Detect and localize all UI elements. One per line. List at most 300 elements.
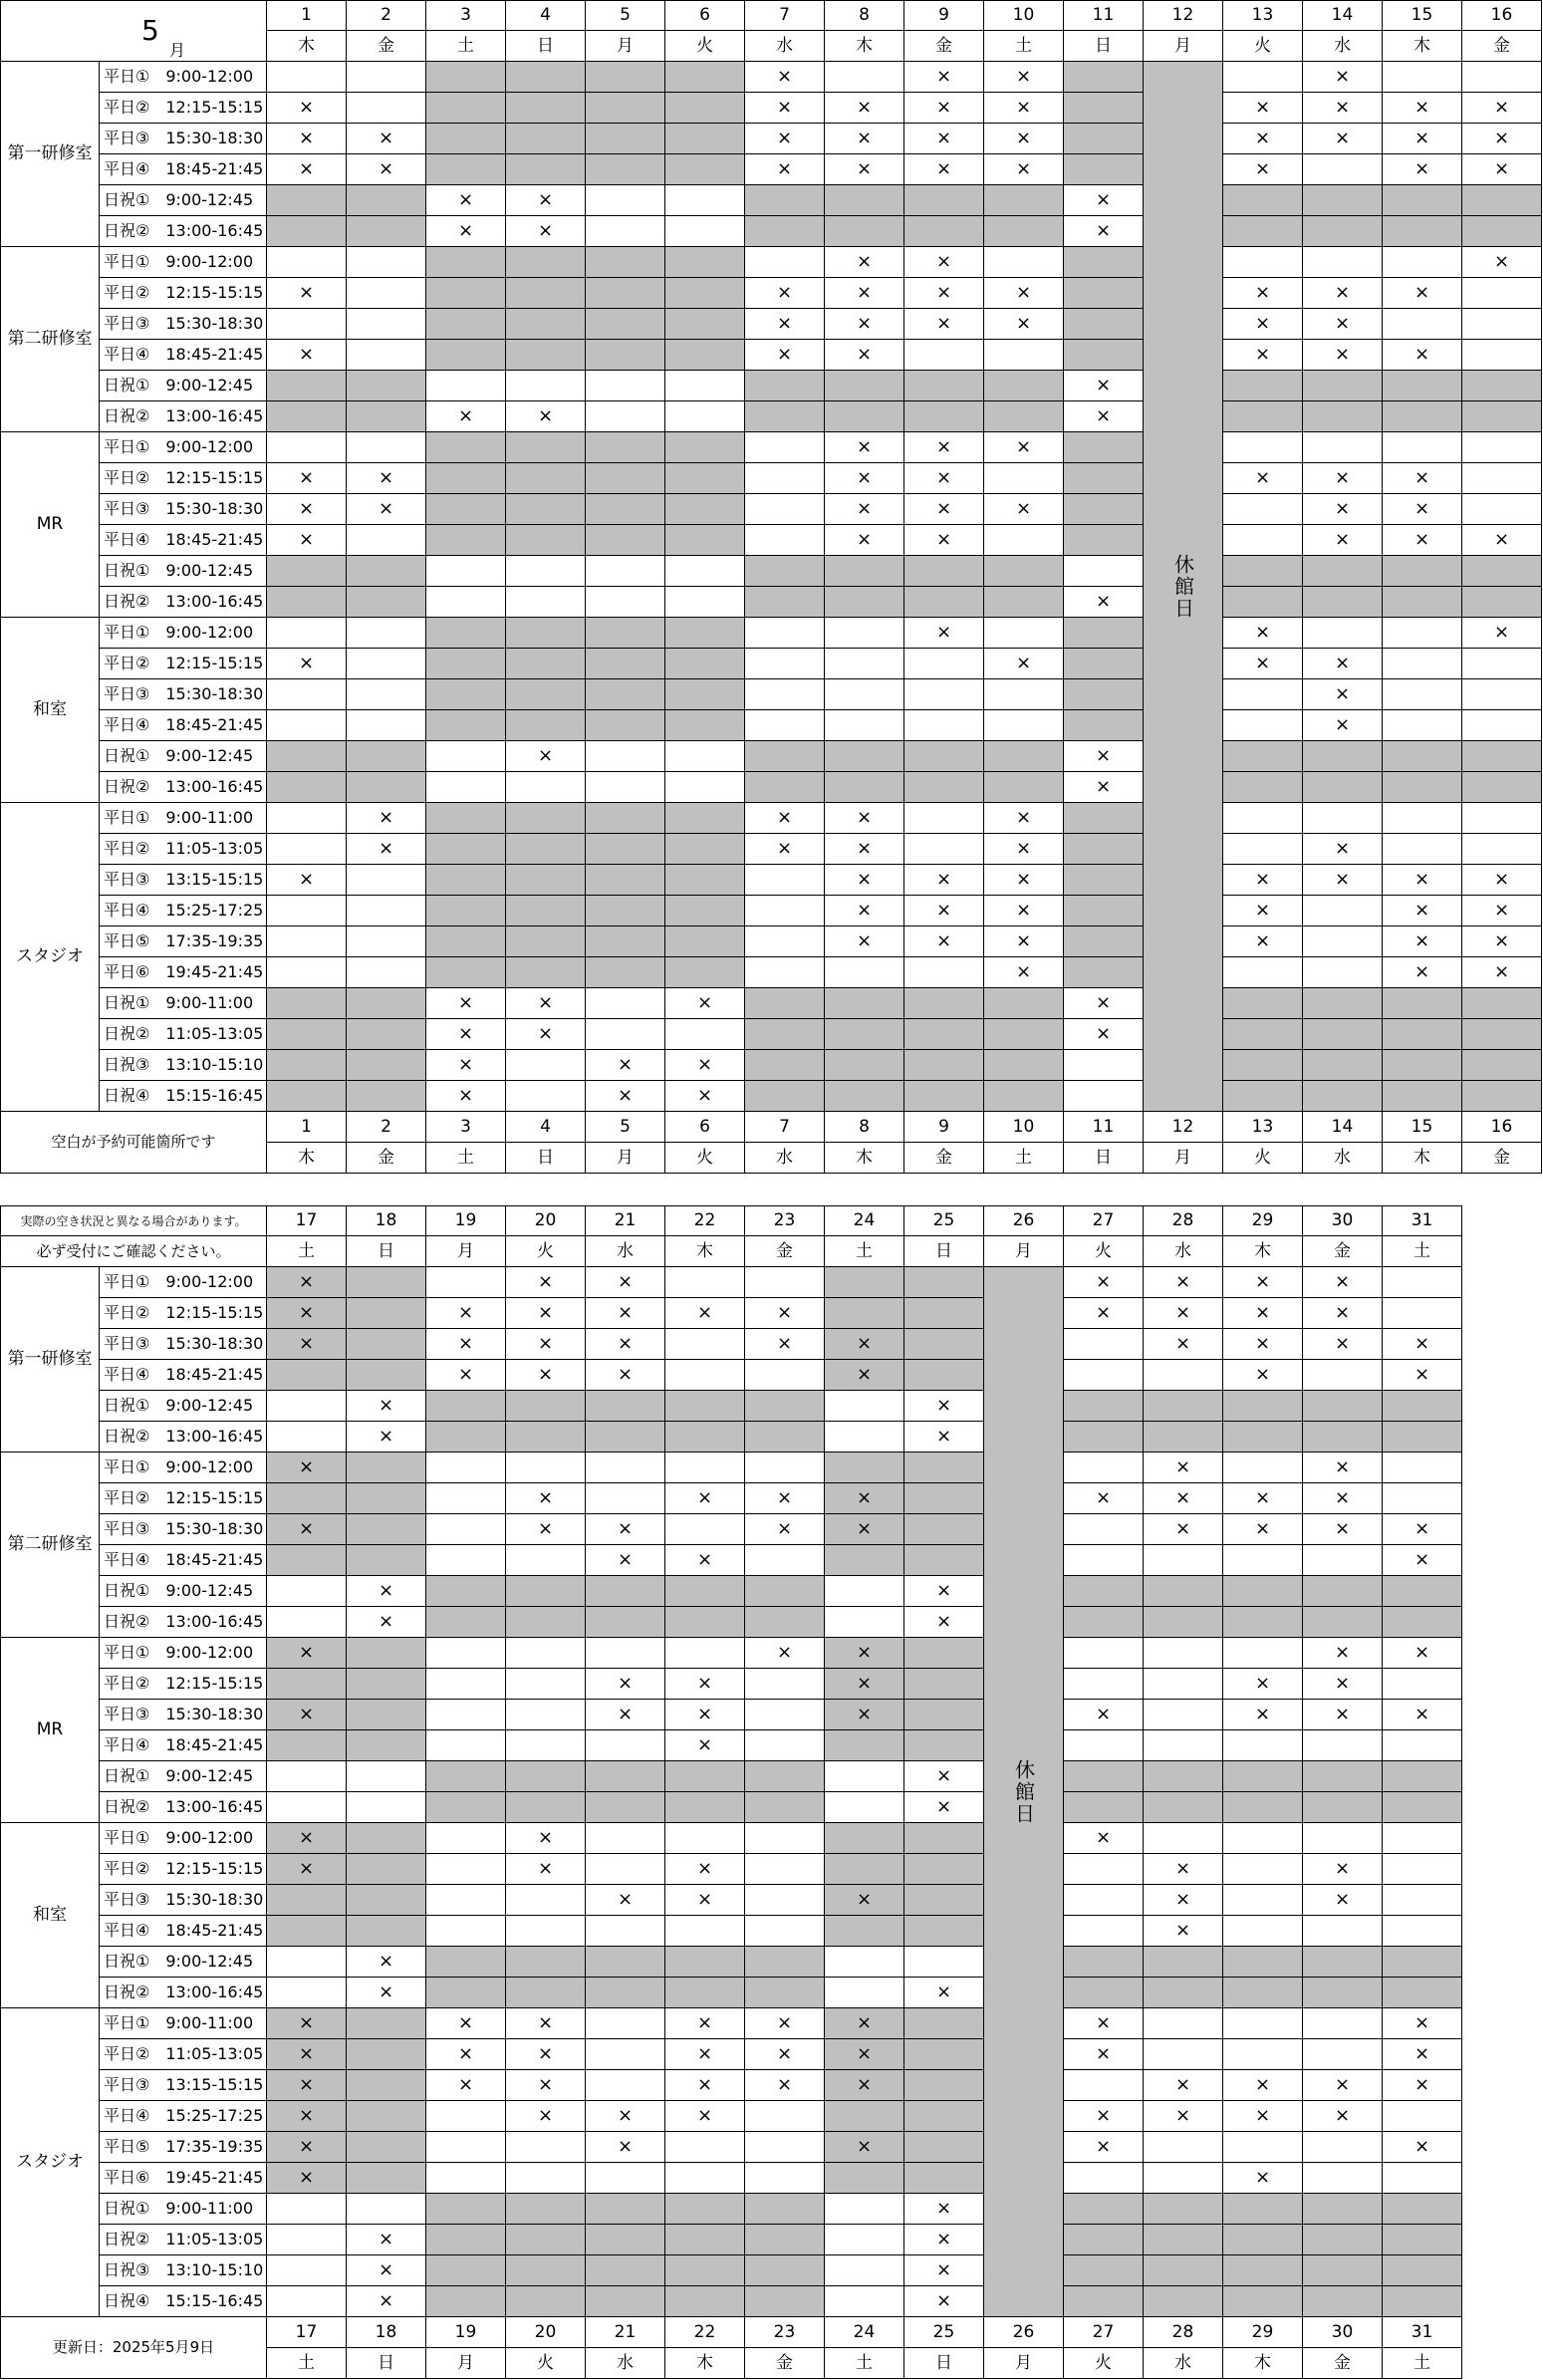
- reserved-mark: ×: [1064, 1298, 1144, 1329]
- availability-cell: [1462, 401, 1542, 432]
- availability-cell: [1064, 1422, 1144, 1453]
- availability-cell: [1462, 1081, 1542, 1112]
- weekday-label: 日: [904, 1236, 984, 1267]
- availability-cell: [1462, 772, 1542, 803]
- day-number: 6: [665, 1112, 745, 1143]
- day-number: 28: [1144, 1205, 1223, 1236]
- weekday-label: 火: [1223, 31, 1303, 62]
- availability-cell: [426, 1483, 506, 1514]
- availability-cell: [1303, 1730, 1383, 1761]
- slot-label: 平日② 12:15-15:15: [100, 278, 267, 309]
- availability-cell: [347, 710, 426, 741]
- reserved-mark: ×: [745, 124, 825, 154]
- availability-cell: [665, 216, 745, 247]
- reserved-mark: ×: [1064, 772, 1144, 803]
- availability-cell: [1462, 834, 1542, 865]
- slot-label: 平日② 12:15-15:15: [100, 649, 267, 679]
- availability-cell: [267, 834, 347, 865]
- reserved-mark: ×: [904, 278, 984, 309]
- availability-cell: [1303, 1823, 1383, 1854]
- availability-cell: [745, 1854, 825, 1885]
- availability-cell: [506, 1947, 586, 1978]
- day-number: 12: [1144, 0, 1223, 31]
- availability-cell: [506, 1422, 586, 1453]
- availability-cell: [1223, 1050, 1303, 1081]
- reserved-mark: ×: [506, 741, 586, 772]
- weekday-label: 火: [506, 2348, 586, 2379]
- availability-cell: [1303, 772, 1383, 803]
- availability-cell: [1223, 371, 1303, 401]
- day-number: 31: [1383, 1205, 1462, 1236]
- reserved-mark: ×: [904, 1607, 984, 1638]
- reserved-mark: ×: [904, 432, 984, 463]
- availability-cell: [1064, 340, 1144, 371]
- reserved-mark: ×: [267, 1453, 347, 1483]
- availability-cell: [506, 926, 586, 957]
- availability-cell: [745, 772, 825, 803]
- availability-cell: [1383, 62, 1462, 93]
- slot-label: 平日① 9:00-12:00: [100, 1823, 267, 1854]
- reserved-mark: ×: [904, 926, 984, 957]
- availability-cell: [426, 803, 506, 834]
- availability-cell: [426, 834, 506, 865]
- availability-cell: [825, 1019, 904, 1050]
- reserved-mark: ×: [665, 1700, 745, 1730]
- availability-cell: [1383, 1885, 1462, 1916]
- reserved-mark: ×: [267, 1823, 347, 1854]
- reserved-mark: ×: [1303, 1700, 1383, 1730]
- availability-cell: [267, 62, 347, 93]
- availability-cell: [1223, 2008, 1303, 2039]
- availability-cell: [267, 896, 347, 926]
- availability-cell: [506, 278, 586, 309]
- reserved-mark: ×: [506, 1823, 586, 1854]
- availability-cell: [1144, 1823, 1223, 1854]
- reserved-mark: ×: [1064, 1823, 1144, 1854]
- slot-label: 日祝② 13:00-16:45: [100, 1607, 267, 1638]
- reserved-mark: ×: [506, 216, 586, 247]
- reserved-mark: ×: [1223, 2101, 1303, 2132]
- room-name: 和室: [0, 618, 100, 803]
- reserved-mark: ×: [1462, 247, 1542, 278]
- reserved-mark: ×: [745, 1483, 825, 1514]
- availability-cell: [1383, 1422, 1462, 1453]
- slot-label: 平日④ 18:45-21:45: [100, 154, 267, 185]
- availability-cell: [745, 1422, 825, 1453]
- availability-cell: [1303, 2163, 1383, 2194]
- availability-cell: [825, 1792, 904, 1823]
- availability-cell: [267, 1669, 347, 1700]
- weekday-label: 火: [506, 1236, 586, 1267]
- reserved-mark: ×: [984, 649, 1064, 679]
- availability-cell: [984, 1081, 1064, 1112]
- reserved-mark: ×: [1144, 1514, 1223, 1545]
- slot-label: 平日② 12:15-15:15: [100, 1854, 267, 1885]
- availability-cell: [586, 803, 665, 834]
- reserved-mark: ×: [825, 2008, 904, 2039]
- availability-cell: [825, 2255, 904, 2286]
- reserved-mark: ×: [347, 2286, 426, 2317]
- availability-cell: [825, 618, 904, 649]
- reserved-mark: ×: [586, 1329, 665, 1360]
- availability-cell: [426, 1947, 506, 1978]
- reserved-mark: ×: [1064, 2008, 1144, 2039]
- availability-cell: [426, 2255, 506, 2286]
- availability-cell: [586, 2039, 665, 2070]
- availability-cell: [665, 1916, 745, 1947]
- availability-cell: [745, 1050, 825, 1081]
- room-name: 和室: [0, 1823, 100, 2008]
- availability-cell: [745, 1978, 825, 2008]
- weekday-label: 土: [825, 1236, 904, 1267]
- availability-cell: [586, 494, 665, 525]
- reserved-mark: ×: [426, 1298, 506, 1329]
- day-number: 23: [745, 2317, 825, 2348]
- weekday-label: 金: [347, 1143, 426, 1174]
- reserved-mark: ×: [665, 988, 745, 1019]
- slot-label: 日祝② 11:05-13:05: [100, 1019, 267, 1050]
- reserved-mark: ×: [426, 2039, 506, 2070]
- availability-cell: [1064, 432, 1144, 463]
- availability-cell: [586, 278, 665, 309]
- availability-cell: [825, 1730, 904, 1761]
- reserved-mark: ×: [984, 957, 1064, 988]
- reserved-mark: ×: [665, 2008, 745, 2039]
- availability-cell: [745, 1453, 825, 1483]
- availability-cell: [745, 1700, 825, 1730]
- weekday-label: 月: [984, 2348, 1064, 2379]
- availability-cell: [1144, 1700, 1223, 1730]
- availability-cell: [347, 2008, 426, 2039]
- availability-cell: [426, 1545, 506, 1576]
- availability-cell: [586, 2070, 665, 2101]
- availability-cell: [825, 679, 904, 710]
- availability-cell: [506, 710, 586, 741]
- availability-cell: [665, 2286, 745, 2317]
- availability-cell: [426, 1453, 506, 1483]
- reserved-mark: ×: [267, 1854, 347, 1885]
- weekday-label: 木: [1383, 1143, 1462, 1174]
- availability-cell: [825, 371, 904, 401]
- availability-cell: [426, 1916, 506, 1947]
- availability-cell: [426, 957, 506, 988]
- availability-cell: [267, 1019, 347, 1050]
- availability-cell: [1064, 679, 1144, 710]
- reserved-mark: ×: [1223, 1267, 1303, 1298]
- availability-cell: [745, 649, 825, 679]
- reserved-mark: ×: [1462, 926, 1542, 957]
- availability-cell: [347, 1638, 426, 1669]
- availability-cell: [1303, 587, 1383, 618]
- availability-cell: [586, 2255, 665, 2286]
- availability-cell: [586, 93, 665, 124]
- reserved-mark: ×: [347, 1422, 426, 1453]
- day-number: 7: [745, 1112, 825, 1143]
- availability-cell: [267, 1607, 347, 1638]
- reserved-mark: ×: [1064, 741, 1144, 772]
- availability-cell: [1223, 1422, 1303, 1453]
- availability-cell: [1064, 556, 1144, 587]
- availability-cell: [825, 1081, 904, 1112]
- reserved-mark: ×: [1144, 1885, 1223, 1916]
- slot-label: 日祝① 9:00-12:45: [100, 1576, 267, 1607]
- availability-cell: [745, 1669, 825, 1700]
- availability-cell: [1383, 1607, 1462, 1638]
- availability-cell: [267, 2225, 347, 2255]
- reserved-mark: ×: [1303, 834, 1383, 865]
- availability-cell: [267, 1761, 347, 1792]
- availability-cell: [825, 1823, 904, 1854]
- closed-day-label: 休館日: [1011, 1758, 1036, 1825]
- availability-cell: [506, 865, 586, 896]
- reserved-mark: ×: [426, 988, 506, 1019]
- availability-cell: [665, 525, 745, 556]
- reserved-mark: ×: [1303, 1329, 1383, 1360]
- availability-cell: [745, 926, 825, 957]
- availability-cell: [665, 865, 745, 896]
- reserved-mark: ×: [904, 896, 984, 926]
- availability-cell: [267, 401, 347, 432]
- day-number: 10: [984, 1112, 1064, 1143]
- availability-cell: [586, 926, 665, 957]
- availability-cell: [1064, 1050, 1144, 1081]
- availability-cell: [1383, 1298, 1462, 1329]
- availability-cell: [745, 2286, 825, 2317]
- availability-cell: [506, 1916, 586, 1947]
- reserved-mark: ×: [1462, 896, 1542, 926]
- availability-cell: [426, 1391, 506, 1422]
- reserved-mark: ×: [745, 1638, 825, 1669]
- weekday-label: 水: [586, 1236, 665, 1267]
- availability-cell: [1064, 1081, 1144, 1112]
- availability-cell: [1223, 2255, 1303, 2286]
- availability-cell: [1303, 1019, 1383, 1050]
- availability-cell: [1064, 463, 1144, 494]
- reserved-mark: ×: [984, 834, 1064, 865]
- availability-cell: [1223, 710, 1303, 741]
- slot-label: 日祝② 13:00-16:45: [100, 587, 267, 618]
- availability-cell: [1223, 957, 1303, 988]
- availability-cell: [586, 957, 665, 988]
- closed-day-column: [1144, 62, 1223, 1112]
- reserved-mark: ×: [1303, 309, 1383, 340]
- availability-cell: [665, 834, 745, 865]
- reserved-mark: ×: [267, 154, 347, 185]
- reserved-mark: ×: [745, 154, 825, 185]
- reserved-mark: ×: [1144, 1329, 1223, 1360]
- reserved-mark: ×: [426, 216, 506, 247]
- reserved-mark: ×: [267, 649, 347, 679]
- availability-cell: [1383, 618, 1462, 649]
- weekday-label: 土: [825, 2348, 904, 2379]
- reserved-mark: ×: [904, 525, 984, 556]
- availability-cell: [506, 463, 586, 494]
- availability-cell: [506, 494, 586, 525]
- availability-cell: [1223, 741, 1303, 772]
- availability-cell: [347, 1700, 426, 1730]
- reserved-mark: ×: [1303, 649, 1383, 679]
- availability-cell: [426, 1669, 506, 1700]
- reserved-mark: ×: [825, 2039, 904, 2070]
- availability-cell: [984, 587, 1064, 618]
- availability-cell: [426, 1576, 506, 1607]
- reserved-mark: ×: [506, 1329, 586, 1360]
- availability-cell: [1223, 185, 1303, 216]
- availability-cell: [665, 2194, 745, 2225]
- availability-cell: [1303, 618, 1383, 649]
- reserved-mark: ×: [665, 1081, 745, 1112]
- availability-cell: [426, 710, 506, 741]
- reserved-mark: ×: [426, 2070, 506, 2101]
- reserved-mark: ×: [904, 1761, 984, 1792]
- availability-cell: [665, 957, 745, 988]
- slot-label: 平日④ 18:45-21:45: [100, 1730, 267, 1761]
- availability-cell: [745, 896, 825, 926]
- availability-cell: [1223, 1638, 1303, 1669]
- availability-cell: [506, 2286, 586, 2317]
- availability-cell: [984, 988, 1064, 1019]
- availability-cell: [745, 1019, 825, 1050]
- availability-cell: [745, 216, 825, 247]
- reserved-mark: ×: [586, 1267, 665, 1298]
- availability-cell: [267, 926, 347, 957]
- availability-cell: [586, 2194, 665, 2225]
- availability-cell: [1144, 2255, 1223, 2286]
- availability-cell: [347, 2194, 426, 2225]
- availability-cell: [347, 1050, 426, 1081]
- availability-cell: [1223, 2286, 1303, 2317]
- availability-cell: [904, 710, 984, 741]
- reserved-mark: ×: [1223, 2070, 1303, 2101]
- reserved-mark: ×: [1383, 124, 1462, 154]
- availability-cell: [506, 1453, 586, 1483]
- availability-cell: [904, 1329, 984, 1360]
- day-number: 2: [347, 0, 426, 31]
- day-number: 11: [1064, 1112, 1144, 1143]
- availability-cell: [1223, 556, 1303, 587]
- availability-cell: [426, 1422, 506, 1453]
- availability-cell: [586, 618, 665, 649]
- availability-cell: [1383, 556, 1462, 587]
- availability-cell: [1144, 2194, 1223, 2225]
- day-number: 5: [586, 1112, 665, 1143]
- slot-label: 日祝① 9:00-11:00: [100, 988, 267, 1019]
- availability-cell: [665, 803, 745, 834]
- availability-cell: [1064, 803, 1144, 834]
- reserved-mark: ×: [825, 1669, 904, 1700]
- availability-cell: [347, 957, 426, 988]
- availability-cell: [267, 1391, 347, 1422]
- day-number: 25: [904, 2317, 984, 2348]
- availability-cell: [825, 741, 904, 772]
- room-name: スタジオ: [0, 803, 100, 1112]
- availability-cell: [825, 710, 904, 741]
- reserved-mark: ×: [506, 2039, 586, 2070]
- availability-cell: [506, 2225, 586, 2255]
- footer-note: 空白が予約可能箇所です: [0, 1112, 267, 1174]
- reserved-mark: ×: [586, 1360, 665, 1391]
- availability-cell: [904, 1854, 984, 1885]
- reserved-mark: ×: [1064, 1700, 1144, 1730]
- availability-cell: [665, 1576, 745, 1607]
- reserved-mark: ×: [665, 1669, 745, 1700]
- reserved-mark: ×: [665, 2039, 745, 2070]
- availability-cell: [1303, 154, 1383, 185]
- reserved-mark: ×: [745, 1514, 825, 1545]
- slot-label: 平日④ 18:45-21:45: [100, 1545, 267, 1576]
- day-number: 13: [1223, 1112, 1303, 1143]
- availability-cell: [665, 401, 745, 432]
- availability-cell: [1064, 896, 1144, 926]
- availability-cell: [506, 1607, 586, 1638]
- day-number: 19: [426, 1205, 506, 1236]
- availability-cell: [1383, 2194, 1462, 2225]
- availability-cell: [904, 1638, 984, 1669]
- weekday-label: 土: [984, 1143, 1064, 1174]
- reserved-mark: ×: [267, 494, 347, 525]
- availability-cell: [665, 185, 745, 216]
- weekday-label: 金: [745, 2348, 825, 2379]
- availability-cell: [904, 741, 984, 772]
- reserved-mark: ×: [825, 2070, 904, 2101]
- availability-cell: [825, 1978, 904, 2008]
- reserved-mark: ×: [426, 1360, 506, 1391]
- availability-cell: [1223, 1854, 1303, 1885]
- day-number: 26: [984, 2317, 1064, 2348]
- availability-cell: [1383, 1669, 1462, 1700]
- weekday-label: 土: [426, 1143, 506, 1174]
- room-name: 第一研修室: [0, 62, 100, 247]
- availability-cell: [426, 1885, 506, 1916]
- reserved-mark: ×: [1383, 2008, 1462, 2039]
- reserved-mark: ×: [267, 1700, 347, 1730]
- day-number: 29: [1223, 1205, 1303, 1236]
- weekday-label: 水: [1303, 31, 1383, 62]
- availability-cell: [745, 401, 825, 432]
- day-number: 18: [347, 2317, 426, 2348]
- availability-cell: [904, 587, 984, 618]
- availability-cell: [1064, 1916, 1144, 1947]
- availability-cell: [1144, 1978, 1223, 2008]
- availability-cell: [586, 1638, 665, 1669]
- reserved-mark: ×: [267, 340, 347, 371]
- availability-cell: [665, 710, 745, 741]
- reserved-mark: ×: [825, 1514, 904, 1545]
- day-number: 9: [904, 0, 984, 31]
- reserved-mark: ×: [1303, 1453, 1383, 1483]
- reserved-mark: ×: [825, 247, 904, 278]
- slot-label: 平日① 9:00-11:00: [100, 2008, 267, 2039]
- availability-cell: [665, 432, 745, 463]
- availability-cell: [347, 1730, 426, 1761]
- availability-cell: [1303, 216, 1383, 247]
- availability-cell: [1383, 2225, 1462, 2255]
- availability-cell: [1223, 2194, 1303, 2225]
- availability-cell: [1303, 988, 1383, 1019]
- availability-cell: [745, 957, 825, 988]
- availability-cell: [1383, 185, 1462, 216]
- availability-cell: [267, 1978, 347, 2008]
- reserved-mark: ×: [904, 2194, 984, 2225]
- availability-cell: [665, 1453, 745, 1483]
- slot-label: 平日③ 15:30-18:30: [100, 1700, 267, 1730]
- availability-cell: [347, 1916, 426, 1947]
- reserved-mark: ×: [665, 2101, 745, 2132]
- availability-cell: [904, 1081, 984, 1112]
- reserved-mark: ×: [745, 278, 825, 309]
- availability-cell: [665, 247, 745, 278]
- reserved-mark: ×: [1223, 896, 1303, 926]
